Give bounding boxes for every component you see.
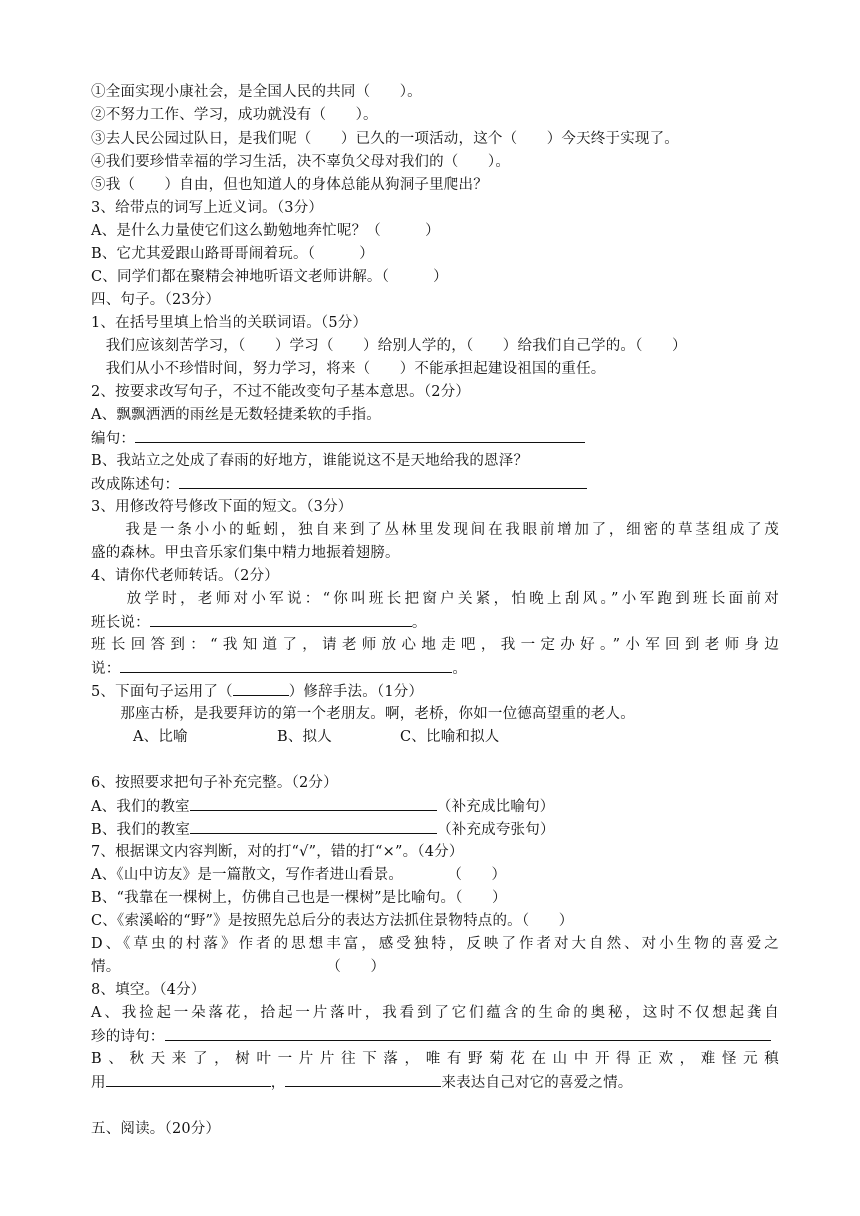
question-line: D、《草虫的村落》作者的思想丰富，感受独特，反映了作者对大自然、对小生物的喜爱之 bbox=[91, 936, 779, 952]
answer-suffix: （补充成比喻句） bbox=[436, 799, 555, 815]
answer-blank[interactable] bbox=[106, 1072, 271, 1087]
answer-blank[interactable] bbox=[179, 474, 587, 489]
passage-line: 盛的森林。甲虫音乐家们集中精力地振着翅膀。 bbox=[91, 545, 400, 561]
section-heading: 3、给带点的词写上近义词。（3分） bbox=[91, 200, 324, 216]
answer-prefix: 改成陈述句： bbox=[91, 477, 180, 493]
answer-prefix: 用 bbox=[91, 1075, 106, 1091]
answer-blank[interactable] bbox=[233, 681, 289, 696]
question-line: 我们从小不珍惜时间，努力学习，将来（ ）不能承担起建设祖国的重任。 bbox=[91, 361, 606, 377]
answer-line bbox=[91, 819, 555, 840]
part-heading: 四、句子。（23分） bbox=[91, 292, 221, 308]
answer-line bbox=[91, 612, 427, 633]
answer-blank[interactable] bbox=[190, 796, 437, 811]
option-b[interactable]: B、拟人 bbox=[277, 729, 332, 745]
section-heading: 6、按照要求把句子补充完整。（2分） bbox=[91, 775, 338, 791]
question-line-2: ②不努力工作、学习，成功就没有（ ）。 bbox=[91, 107, 378, 123]
answer-prefix: 班长说： bbox=[91, 615, 150, 631]
question-line: A、是什么力量使它们这么勤勉地奔忙呢？（ ） bbox=[91, 223, 440, 239]
question-line: B、“我靠在一棵树上，仿佛自己也是一棵树”是比喻句。（ ） bbox=[91, 890, 507, 906]
answer-blank[interactable] bbox=[150, 612, 412, 627]
answer-prefix: B、我们的教室 bbox=[91, 822, 191, 838]
answer-line bbox=[91, 1026, 771, 1047]
answer-blank[interactable] bbox=[120, 658, 452, 673]
passage-line: 我是一条小小的蚯蚓，独自来到了丛林里发现间在我眼前增加了，细密的草茎组成了茂 bbox=[91, 522, 779, 538]
heading-suffix: ）修辞手法。（1分） bbox=[288, 684, 424, 700]
part-heading: 五、阅读。（20分） bbox=[91, 1121, 221, 1137]
heading-prefix: 5、下面句子运用了（ bbox=[91, 684, 233, 700]
question-line: 我们应该刻苦学习，（ ）学习（ ）给别人学的，（ ）给我们自己学的。（ ） bbox=[91, 338, 687, 354]
answer-suffix: 。 bbox=[452, 661, 468, 677]
answer-prefix: A、我们的教室 bbox=[91, 799, 190, 815]
answer-line bbox=[91, 658, 467, 679]
passage-line: 放学时，老师对小军说：“你叫班长把窗户关紧，怕晚上刮风。”小军跑到班长面前对 bbox=[91, 591, 779, 607]
question-line: 情。 （ ） bbox=[91, 959, 386, 975]
section-heading: 1、在括号里填上恰当的关联词语。（5分） bbox=[91, 315, 368, 331]
answer-suffix: （补充成夸张句） bbox=[437, 822, 555, 838]
passage-line: 班长回答到：“我知道了，请老师放心地走吧，我一定办好。”小军回到老师身边 bbox=[91, 637, 779, 653]
question-line: C、《索溪峪的“野”》是按照先总后分的表达方法抓住景物特点的。（ ） bbox=[91, 913, 574, 929]
passage-line: 那座古桥，是我要拜访的第一个老朋友。啊，老桥，你如一位德高望重的老人。 bbox=[91, 706, 635, 722]
answer-suffix: 来表达自己对它的喜爱之情。 bbox=[441, 1075, 633, 1091]
section-heading: 7、根据课文内容判断，对的打“√”，错的打“×”。（4分） bbox=[91, 844, 464, 860]
question-line: A、我捡起一朵落花，拾起一片落叶，我看到了它们蕴含的生命的奥秘，这时不仅想起龚自 bbox=[91, 1005, 779, 1021]
question-line-4: ④我们要珍惜幸福的学习生活，决不辜负父母对我们的（ ）。 bbox=[91, 154, 511, 170]
section-heading: 8、填空。（4分） bbox=[91, 982, 206, 998]
answer-prefix: 编句： bbox=[91, 431, 136, 447]
answer-blank[interactable] bbox=[165, 1026, 771, 1041]
question-line: C、同学们都在聚精会神地听语文老师讲解。（ ） bbox=[91, 269, 448, 285]
answer-line bbox=[91, 796, 554, 817]
question-line: B、秋天来了，树叶一片片往下落，唯有野菊花在山中开得正欢，难怪元稹 bbox=[91, 1051, 779, 1067]
question-line-3: ③去人民公园过队日，是我们呢（ ）已久的一项活动，这个（ ）今天终于实现了。 bbox=[91, 131, 679, 147]
option-c[interactable]: C、比喻和拟人 bbox=[400, 729, 500, 745]
question-line-5: ⑤我（ ）自由，但也知道人的身体总能从狗洞子里爬出？ bbox=[91, 177, 488, 193]
answer-line bbox=[91, 474, 587, 495]
section-heading: 2、按要求改写句子，不过不能改变句子基本意思。（2分） bbox=[91, 384, 471, 400]
question-line: B、我站立之处成了春雨的好地方，谁能说这不是天地给我的恩泽？ bbox=[91, 453, 529, 469]
section-heading bbox=[91, 681, 423, 702]
answer-prefix: 说： bbox=[91, 661, 121, 677]
option-a[interactable]: A、比喻 bbox=[133, 729, 188, 745]
question-line: A、《山中访友》是一篇散文，写作者进山看景。 （ ） bbox=[91, 867, 507, 883]
question-line: B、它尤其爱跟山路哥哥闹着玩。（ ） bbox=[91, 246, 374, 262]
section-heading: 4、请你代老师转话。（2分） bbox=[91, 568, 279, 584]
question-line: A、飘飘洒洒的雨丝是无数轻捷柔软的手指。 bbox=[91, 407, 381, 423]
answer-blank[interactable] bbox=[135, 428, 585, 443]
section-heading: 3、用修改符号修改下面的短文。（3分） bbox=[91, 499, 353, 515]
answer-prefix: 珍的诗句： bbox=[91, 1029, 165, 1045]
answer-separator: ， bbox=[270, 1075, 286, 1091]
answer-line bbox=[91, 1072, 633, 1093]
answer-line bbox=[91, 428, 585, 449]
question-line-1: ①全面实现小康社会，是全国人民的共同（ ）。 bbox=[91, 84, 422, 100]
answer-blank[interactable] bbox=[285, 1072, 441, 1087]
answer-suffix: 。 bbox=[411, 615, 427, 631]
answer-blank[interactable] bbox=[190, 819, 437, 834]
